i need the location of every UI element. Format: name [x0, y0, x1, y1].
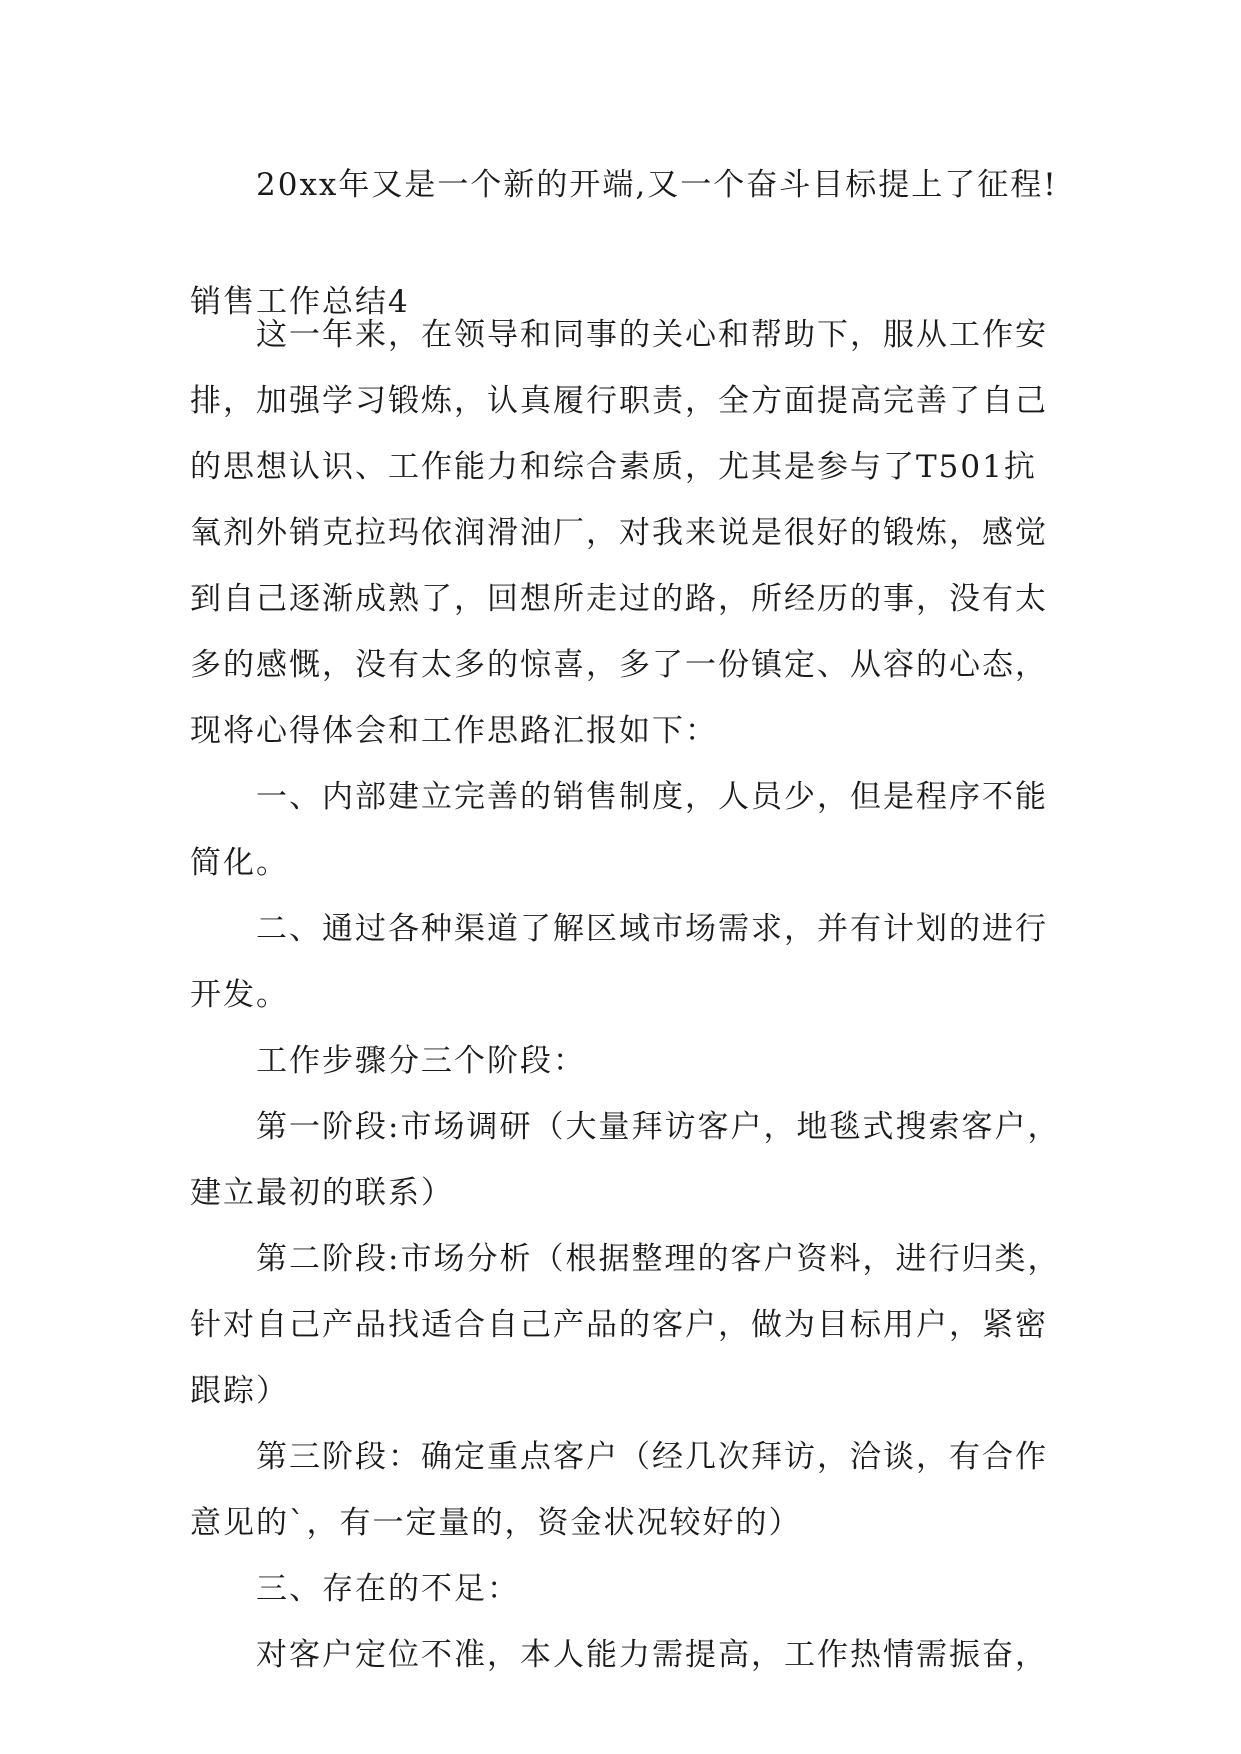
paragraph-line: 简化。: [190, 845, 289, 881]
paragraph-line: 第二阶段:市场分析（根据整理的客户资料，进行归类，: [256, 1241, 1061, 1277]
paragraph-line: 多的感慨，没有太多的惊喜，多了一份镇定、从容的心态，: [190, 647, 1048, 683]
paragraph-line: 对客户定位不准，本人能力需提高，工作热情需振奋，: [256, 1637, 1048, 1673]
paragraph-line: 意见的`，有一定量的，资金状况较好的）: [190, 1505, 802, 1541]
paragraph-line: 的思想认识、工作能力和综合素质，尤其是参与了T501抗: [190, 449, 1037, 485]
paragraph-line: 到自己逐渐成熟了，回想所走过的路，所经历的事，没有太: [190, 581, 1048, 617]
paragraph-line: 三、存在的不足：: [256, 1571, 520, 1607]
paragraph-line: 跟踪）: [190, 1373, 289, 1409]
paragraph-line: 这一年来，在领导和同事的关心和帮助下，服从工作安: [256, 317, 1048, 353]
paragraph-line: 第三阶段：确定重点客户（经几次拜访，洽谈，有合作: [256, 1439, 1048, 1475]
body-text: [190, 302, 1061, 1688]
paragraph-line: 工作步骤分三个阶段：: [256, 1043, 586, 1079]
opening-line: 20xx年又是一个新的开端,又一个奋斗目标提上了征程!: [256, 167, 1058, 203]
paragraph-line: 二、通过各种渠道了解区域市场需求，并有计划的进行: [256, 911, 1048, 947]
paragraph-line: 开发。: [190, 977, 289, 1013]
paragraph-line: 针对自己产品找适合自己产品的客户，做为目标用户，紧密: [190, 1307, 1048, 1343]
paragraph-line: 第一阶段:市场调研（大量拜访客户，地毯式搜索客户，: [256, 1109, 1061, 1145]
paragraph-line: 排，加强学习锻炼，认真履行职责，全方面提高完善了自己: [190, 383, 1048, 419]
paragraph-line: 氧剂外销克拉玛依润滑油厂，对我来说是很好的锻炼，感觉: [190, 515, 1048, 551]
section-title: 销售工作总结4: [190, 284, 410, 320]
paragraph-line: 建立最初的联系）: [190, 1175, 454, 1211]
paragraph-line: 现将心得体会和工作思路汇报如下：: [190, 713, 718, 749]
paragraph-line: 一、内部建立完善的销售制度，人员少，但是程序不能: [256, 779, 1048, 815]
